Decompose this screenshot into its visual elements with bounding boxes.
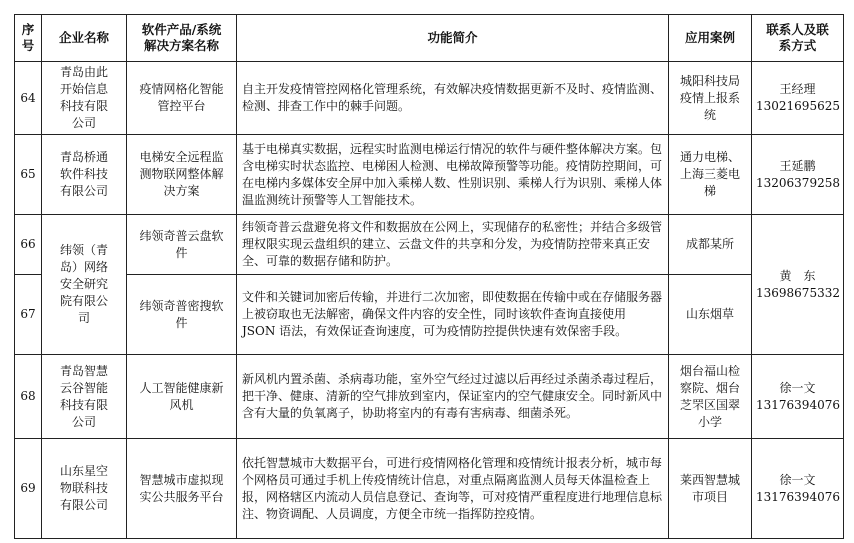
cell-product: 电梯安全远程监 测物联网整体解 决方案 (127, 135, 237, 215)
header-cases: 应用案例 (669, 15, 752, 62)
cell-intro: 依托智慧城市大数据平台，可进行疫情网格化管理和疫情统计报表分析，城市每个网格员可通过手机上传疫情统计信息，对重点隔离监测人员每天体温检查上报，网格辖区内流动人员信息登记、查询等，可对疫情严重程度进行地理信息标注、物资调配、人员调度，方便全市统一指挥防控疫情。 (237, 439, 669, 539)
cell-company: 山东星空 物联科技 有限公司 (42, 439, 127, 539)
cell-seq: 67 (15, 275, 42, 355)
cell-company: 青岛智慧 云谷智能 科技有限 公司 (42, 355, 127, 439)
cell-cases: 成都某所 (669, 215, 752, 275)
cell-seq: 64 (15, 62, 42, 135)
table-row (15, 355, 844, 439)
table-row (15, 439, 844, 539)
cell-cases: 山东烟草 (669, 275, 752, 355)
header-row (15, 15, 844, 62)
table-row (15, 215, 844, 275)
enterprise-table (14, 14, 844, 539)
cell-intro: 纬领奇普云盘避免将文件和数据放在公网上，实现储存的私密性；并结合多级管理权限实现云盘组织的建立、云盘文件的共享和分发，为疫情防控带来真正安全、可靠的数据存储和防护。 (237, 215, 669, 275)
cell-product: 疫情网格化智能 管控平台 (127, 62, 237, 135)
cell-company: 青岛桥通 软件科技 有限公司 (42, 135, 127, 215)
cell-seq: 69 (15, 439, 42, 539)
cell-product: 智慧城市虚拟现 实公共服务平台 (127, 439, 237, 539)
cell-cases: 城阳科技局 疫情上报系 统 (669, 62, 752, 135)
cell-contact-merged: 黄 东 13698675332 (752, 215, 844, 355)
cell-cases: 烟台福山检 察院、烟台 芝罘区国翠 小学 (669, 355, 752, 439)
table-row (15, 135, 844, 215)
cell-contact: 王经理 13021695625 (752, 62, 844, 135)
cell-contact: 徐一文 13176394076 (752, 355, 844, 439)
header-company: 企业名称 (42, 15, 127, 62)
cell-company: 青岛由此 开始信息 科技有限 公司 (42, 62, 127, 135)
cell-product: 纬领奇普云盘软 件 (127, 215, 237, 275)
cell-intro: 基于电梯真实数据，远程实时监测电梯运行情况的软件与硬件整体解决方案。包含电梯实时状态监控、电梯困人检测、电梯故障预警等功能。疫情防控期间，可在电梯内多媒体安全屏中加入乘梯人数、性别识别、乘梯人行为识别、乘梯人体温监测统计预警等人工智能技术。 (237, 135, 669, 215)
cell-seq: 66 (15, 215, 42, 275)
cell-product: 纬领奇普密搜软 件 (127, 275, 237, 355)
cell-seq: 68 (15, 355, 42, 439)
table-row (15, 62, 844, 135)
cell-cases: 通力电梯、 上海三菱电 梯 (669, 135, 752, 215)
cell-cases: 莱西智慧城 市项目 (669, 439, 752, 539)
cell-product: 人工智能健康新 风机 (127, 355, 237, 439)
header-seq: 序 号 (15, 15, 42, 62)
header-contact: 联系人及联 系方式 (752, 15, 844, 62)
cell-contact: 王延鹏 13206379258 (752, 135, 844, 215)
cell-contact: 徐一文 13176394076 (752, 439, 844, 539)
header-product: 软件产品/系统 解决方案名称 (127, 15, 237, 62)
cell-intro: 新风机内置杀菌、杀病毒功能，室外空气经过过滤以后再经过杀菌杀毒过程后，把干净、健康、清新的空气排放到室内，保证室内的空气健康安全。同时新风中含有大量的负氧离子，协助将室内的有毒有害病毒、细菌杀死。 (237, 355, 669, 439)
header-intro: 功能简介 (237, 15, 669, 62)
cell-intro: 文件和关键词加密后传输，并进行二次加密，即使数据在传输中或在存储服务器上被窃取也无法解密，确保文件内容的安全性，同时该软件查询直接使用 JSON 语法，有效保证查询速度，可为疫情防控提供快速有效保密手段。 (237, 275, 669, 355)
cell-company-merged: 纬领（青 岛）网络 安全研究 院有限公 司 (42, 215, 127, 355)
cell-seq: 65 (15, 135, 42, 215)
table-row (15, 275, 844, 355)
cell-intro: 自主开发疫情管控网格化管理系统，有效解决疫情数据更新不及时、疫情监测、检测、排查工作中的棘手问题。 (237, 62, 669, 135)
